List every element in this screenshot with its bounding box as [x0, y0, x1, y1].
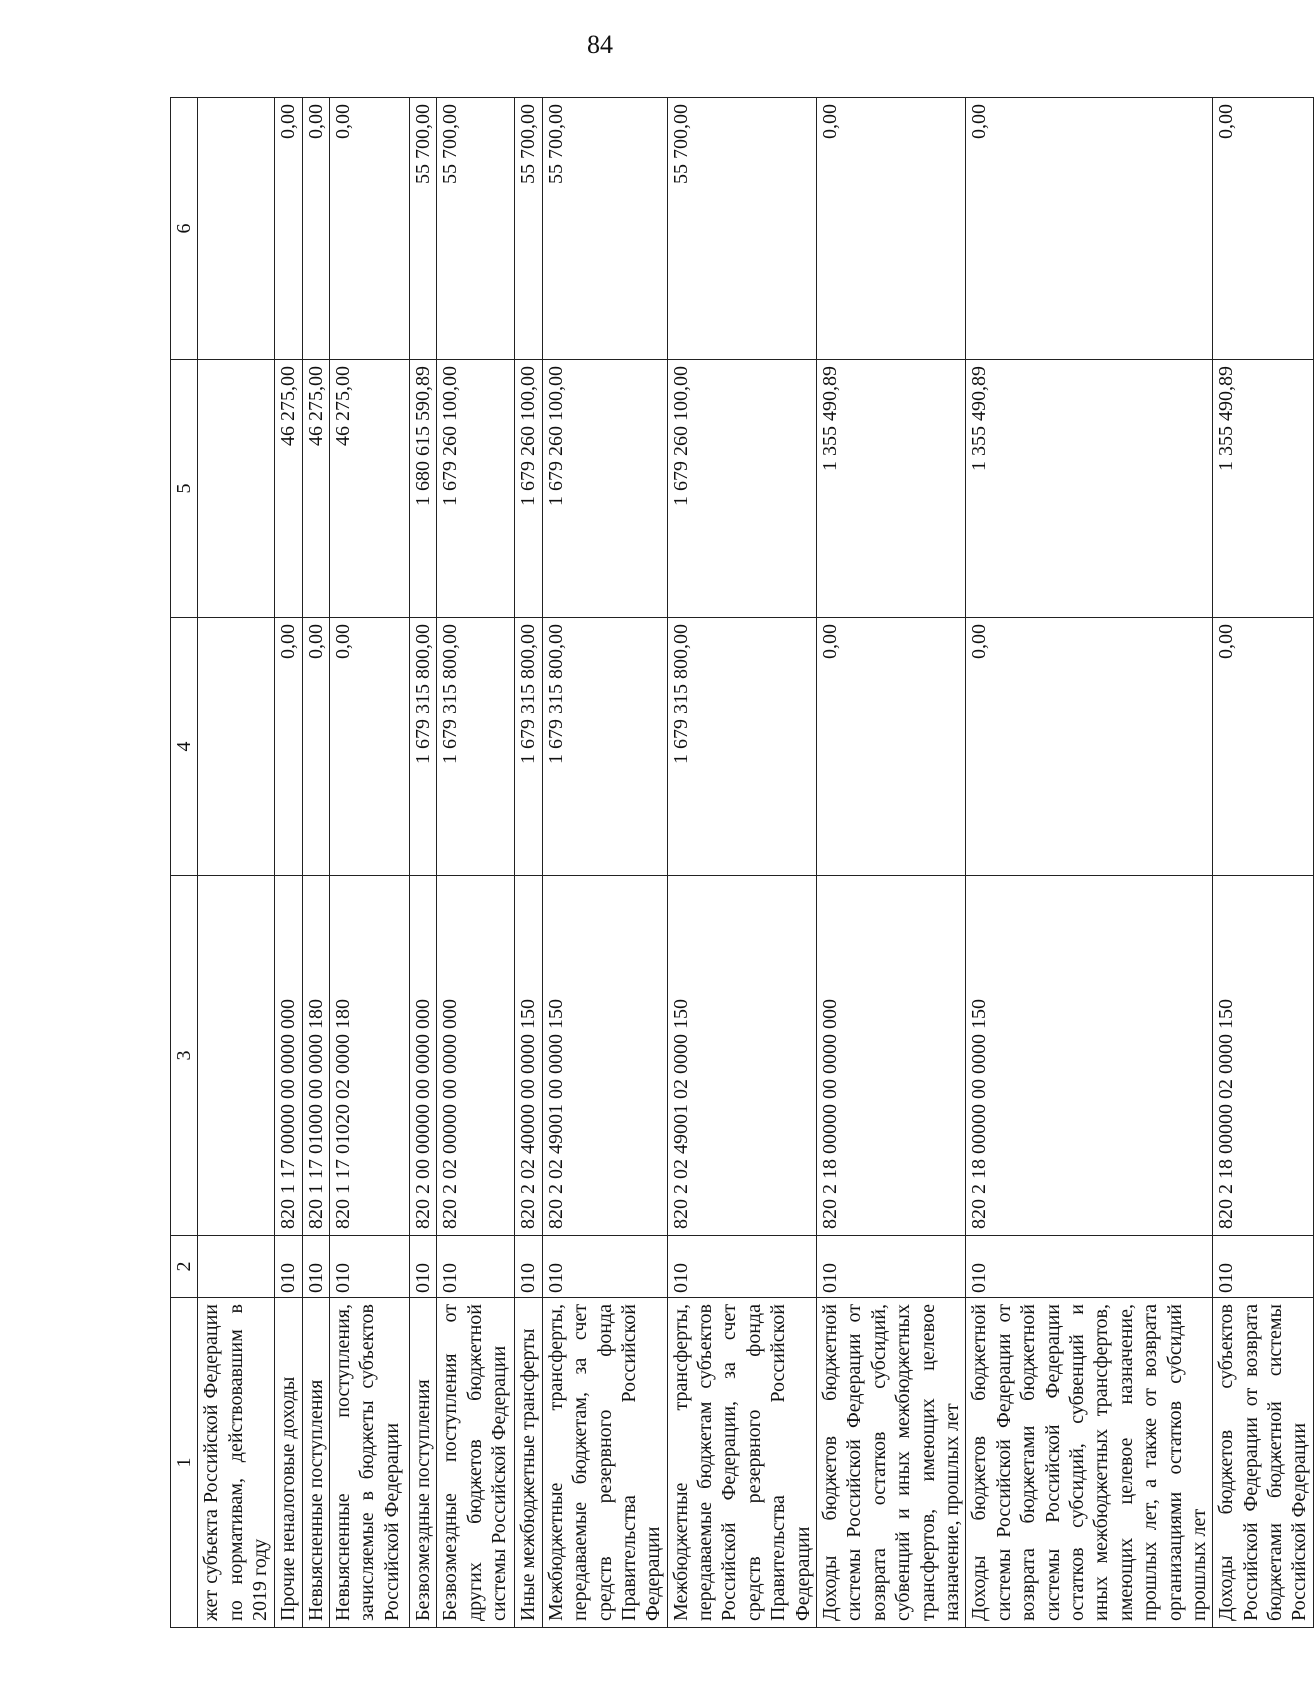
row-remaining: 0,00 [1213, 98, 1314, 360]
row-plan: 0,00 [817, 618, 966, 876]
row-remaining: 0,00 [329, 98, 409, 360]
row-executed: 1 355 490,89 [966, 360, 1213, 618]
table-row [515, 98, 542, 1628]
row-kbk: 820 1 17 01020 02 0000 180 [329, 876, 409, 1236]
table-row [409, 98, 436, 1628]
row-remaining: 55 700,00 [437, 98, 515, 360]
row-kbk: 820 2 18 00000 00 0000 150 [966, 876, 1213, 1236]
row-plan: 1 679 315 800,00 [515, 618, 542, 876]
row-description: Безвозмездные поступления от других бюджетов бюджетной системы Российской Федерации [437, 1298, 515, 1628]
row-executed: 1 679 260 100,00 [667, 360, 816, 618]
budget-income-table [170, 97, 1314, 1628]
row-plan: 0,00 [966, 618, 1213, 876]
row-plan: 0,00 [1213, 618, 1314, 876]
row-executed: 1 679 260 100,00 [515, 360, 542, 618]
row-remaining: 0,00 [817, 98, 966, 360]
row-code: 010 [542, 1236, 667, 1298]
table-row [329, 98, 409, 1628]
column-header: 4 [171, 618, 198, 876]
row-executed: 1 679 260 100,00 [437, 360, 515, 618]
rotated-table-container [170, 98, 1311, 1628]
row-remaining: 0,00 [302, 98, 329, 360]
row-kbk: 820 2 18 00000 02 0000 150 [1213, 876, 1314, 1236]
row-remaining: 55 700,00 [409, 98, 436, 360]
row-description: Межбюджетные трансферты, передаваемые бюджетам, за счет средств резервного фонда Правительства Российской Федерации [542, 1298, 667, 1628]
row-plan: 0,00 [302, 618, 329, 876]
row-plan [198, 618, 274, 876]
row-description: Невыясненные поступления, зачисляемые в бюджеты субъектов Российской Федерации [329, 1298, 409, 1628]
header-row [171, 98, 198, 1628]
row-executed: 46 275,00 [302, 360, 329, 618]
row-plan: 0,00 [274, 618, 302, 876]
column-header: 6 [171, 98, 198, 360]
row-description: Прочие неналоговые доходы [274, 1298, 302, 1628]
row-description: Межбюджетные трансферты, передаваемые бюджетам субъектов Российской Федерации, за счет средств резервного фонда Правительства Российской Федерации [667, 1298, 816, 1628]
row-kbk: 820 2 02 49001 00 0000 150 [542, 876, 667, 1236]
row-executed: 1 679 260 100,00 [542, 360, 667, 618]
row-remaining: 55 700,00 [667, 98, 816, 360]
row-code: 010 [966, 1236, 1213, 1298]
page-number: 84 [587, 30, 613, 59]
row-description: Безвозмездные поступления [409, 1298, 436, 1628]
table-row [542, 98, 667, 1628]
row-description: Доходы бюджетов бюджетной системы Российской Федерации от возврата бюджетами бюджетной системы Российской Федерации остатков субсидий, субвенций и иных межбюджетных трансфертов, имеющих целевое назначение, прошлых лет, а также от возврата организациями остатков субсидий прошлых лет [966, 1298, 1213, 1628]
row-kbk: 820 2 18 00000 00 0000 000 [817, 876, 966, 1236]
row-executed: 1 355 490,89 [817, 360, 966, 618]
row-plan: 1 679 315 800,00 [542, 618, 667, 876]
row-description: Невыясненные поступления [302, 1298, 329, 1628]
table-body [198, 98, 1313, 1628]
row-remaining: 0,00 [966, 98, 1213, 360]
row-executed: 46 275,00 [329, 360, 409, 618]
row-plan: 1 679 315 800,00 [437, 618, 515, 876]
row-code [198, 1236, 274, 1298]
row-code: 010 [437, 1236, 515, 1298]
row-description: Иные межбюджетные трансферты [515, 1298, 542, 1628]
row-code: 010 [274, 1236, 302, 1298]
row-code: 010 [817, 1236, 966, 1298]
table-row [302, 98, 329, 1628]
row-description: Доходы бюджетов субъектов Российской Федерации от возврата бюджетами бюджетной системы Российской Федерации [1213, 1298, 1314, 1628]
column-header: 3 [171, 876, 198, 1236]
row-plan: 0,00 [329, 618, 409, 876]
row-code: 010 [329, 1236, 409, 1298]
table-row [274, 98, 302, 1628]
row-kbk: 820 1 17 01000 00 0000 180 [302, 876, 329, 1236]
row-kbk: 820 2 02 40000 00 0000 150 [515, 876, 542, 1236]
row-remaining: 55 700,00 [515, 98, 542, 360]
table-row [437, 98, 515, 1628]
row-code: 010 [515, 1236, 542, 1298]
row-code: 010 [302, 1236, 329, 1298]
row-executed [198, 360, 274, 618]
row-code: 010 [409, 1236, 436, 1298]
column-header: 1 [171, 1298, 198, 1628]
row-kbk: 820 2 02 49001 02 0000 150 [667, 876, 816, 1236]
table-row [966, 98, 1213, 1628]
row-remaining: 0,00 [274, 98, 302, 360]
row-code: 010 [1213, 1236, 1314, 1298]
row-executed: 1 355 490,89 [1213, 360, 1314, 618]
row-kbk: 820 1 17 00000 00 0000 000 [274, 876, 302, 1236]
table-row [1213, 98, 1314, 1628]
row-executed: 46 275,00 [274, 360, 302, 618]
table-row [817, 98, 966, 1628]
column-header: 2 [171, 1236, 198, 1298]
row-plan: 1 679 315 800,00 [409, 618, 436, 876]
table-row [198, 98, 274, 1628]
row-kbk [198, 876, 274, 1236]
row-remaining [198, 98, 274, 360]
row-remaining: 55 700,00 [542, 98, 667, 360]
row-code: 010 [667, 1236, 816, 1298]
column-header: 5 [171, 360, 198, 618]
row-description: Доходы бюджетов бюджетной системы Российской Федерации от возврата остатков субсидий, субвенций и иных межбюджетных трансфертов, имеющих целевое назначение, прошлых лет [817, 1298, 966, 1628]
table-row [667, 98, 816, 1628]
row-description: жет субъекта Российской Федерации по нормативам, действовавшим в 2019 году [198, 1298, 274, 1628]
row-kbk: 820 2 00 00000 00 0000 000 [409, 876, 436, 1236]
row-plan: 1 679 315 800,00 [667, 618, 816, 876]
row-executed: 1 680 615 590,89 [409, 360, 436, 618]
row-kbk: 820 2 02 00000 00 0000 000 [437, 876, 515, 1236]
